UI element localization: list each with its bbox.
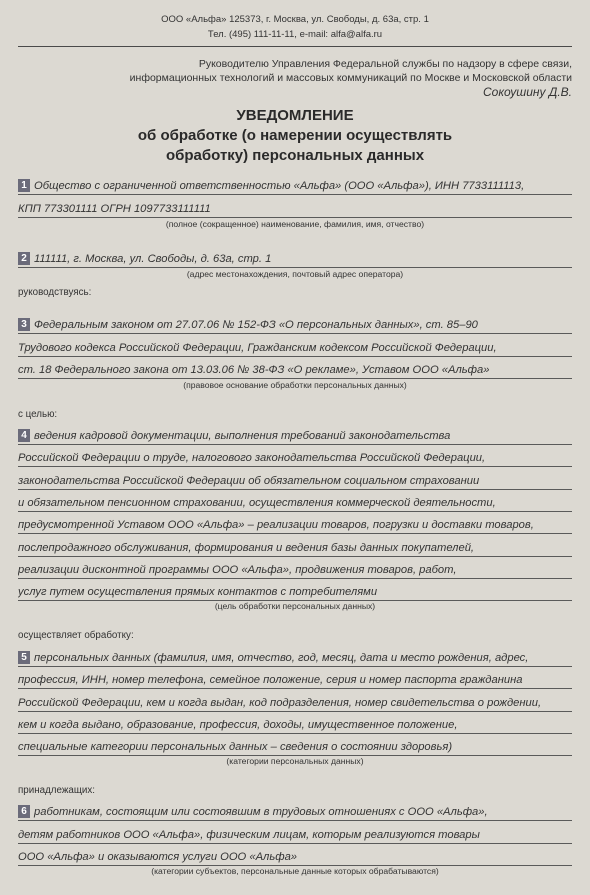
document-subtitle-1: об обработке (о намерении осуществлять (137, 127, 453, 144)
section-text: законодательства Российской Федерации об обязательном социальном страховании (18, 475, 480, 487)
section-text: и обязательном пенсионном страховании, осуществления коммерческой деятельности, (18, 497, 496, 509)
section-6-line (18, 804, 572, 821)
section-text: ООО «Альфа» и оказываются услуги ООО «Альфа» (18, 851, 298, 863)
label-guided: руководствуясь: (18, 287, 92, 298)
label-belonging: принадлежащих: (18, 785, 96, 796)
section-number-badge: 6 (18, 805, 30, 818)
section-text: профессия, ИНН, номер телефона, семейное положение, серия и номер паспорта гражданина (18, 674, 523, 686)
section-text: Федеральным законом от 27.07.06 № 152-ФЗ «О персональных данных», ст. 85–90 (34, 319, 478, 331)
section-4-line (18, 540, 572, 557)
section-4-line (18, 495, 572, 512)
section-text: детям работников ООО «Альфа», физическим лицам, которым реализуются товары (18, 829, 480, 841)
document-title: УВЕДОМЛЕНИЕ (236, 107, 354, 124)
section-3-line (18, 362, 572, 379)
section-5-line (18, 739, 572, 756)
section-2-caption: (адрес местонахождения, почтовый адрес оператора) (186, 269, 404, 279)
section-4-line (18, 428, 572, 445)
section-text: персональных данных (фамилия, имя, отчество, год, месяц, дата и место рождения, адрес, (34, 652, 529, 664)
section-number-badge: 4 (18, 429, 30, 442)
section-text: реализации дисконтной программы ООО «Альфа», продвижения товаров, работ, (18, 564, 457, 576)
section-text: ведения кадровой документации, выполнения требований законодательства (34, 430, 451, 442)
section-4-caption: (цель обработки персональных данных) (214, 601, 376, 611)
label-purpose: с целью: (18, 409, 58, 420)
section-2-line (18, 251, 572, 268)
section-4-line (18, 562, 572, 579)
section-text: Российской Федерации, кем и когда выдан, код подразделения, номер свидетельства о рождении, (18, 697, 542, 709)
section-1-line (18, 178, 572, 195)
section-1-line (18, 201, 572, 218)
section-4-line (18, 473, 572, 490)
section-1-caption: (полное (сокращенное) наименование, фамилия, имя, отчество) (165, 219, 425, 229)
section-6-line (18, 849, 572, 866)
section-3-caption: (правовое основание обработки персональных данных) (183, 380, 407, 390)
section-6-line (18, 827, 572, 844)
section-text: Российской Федерации о труде, налогового законодательства Российской Федерации, (18, 452, 486, 464)
section-4-line (18, 450, 572, 467)
section-text: кем и когда выдано, образование, профессия, доходы, имущественное положение, (18, 719, 458, 731)
section-text: предусмотренной Уставом ООО «Альфа» – реализации товаров, погрузки и доставки товаров, (18, 519, 534, 531)
section-5-line (18, 672, 572, 689)
section-3-line (18, 317, 572, 334)
company-contacts: Тел. (495) 111-11-11, e-mail: alfa@alfa.ru (207, 29, 383, 40)
section-text: услуг путем осуществления прямых контактов с потребителями (18, 586, 378, 598)
header-divider (18, 46, 572, 47)
recipient-line-1: Руководителю Управления Федеральной службы по надзору в сфере связи, (198, 58, 572, 70)
section-5-caption: (категории персональных данных) (226, 756, 364, 766)
section-text: Общество с ограниченной ответственностью «Альфа» (ООО «Альфа»), ИНН 7733111113, (34, 180, 525, 192)
section-text: КПП 773301111 ОГРН 1097733111111 (18, 203, 211, 215)
company-address: ООО «Альфа» 125373, г. Москва, ул. Свободы, д. 63а, стр. 1 (161, 14, 429, 25)
section-number-badge: 2 (18, 252, 30, 265)
recipient-name: Сокоушину Д.В. (483, 85, 572, 99)
section-text: специальные категории персональных данных – сведения о состоянии здоровья) (18, 741, 453, 753)
section-text: послепродажного обслуживания, формирования и ведения базы данных покупателей, (18, 542, 475, 554)
section-5-line (18, 695, 572, 712)
section-text: 111111, г. Москва, ул. Свободы, д. 63а, стр. 1 (34, 253, 272, 265)
section-5-line (18, 650, 572, 667)
section-number-badge: 5 (18, 651, 30, 664)
section-text: Трудового кодекса Российской Федерации, Гражданским кодексом Российской Федерации, (18, 342, 497, 354)
recipient-line-2: информационных технологий и массовых коммуникаций по Москве и Московской области (129, 72, 572, 84)
section-number-badge: 1 (18, 179, 30, 192)
section-text: работникам, состоящим или состоявшим в трудовых отношениях с ООО «Альфа», (34, 806, 488, 818)
section-3-line (18, 340, 572, 357)
section-number-badge: 3 (18, 318, 30, 331)
section-5-line (18, 717, 572, 734)
section-4-line (18, 517, 572, 534)
section-4-line (18, 584, 572, 601)
section-text: ст. 18 Федерального закона от 13.03.06 № 38-ФЗ «О рекламе», Уставом ООО «Альфа» (18, 364, 490, 376)
document-subtitle-2: обработку) персональных данных (165, 147, 425, 164)
label-processing: осуществляет обработку: (18, 630, 134, 641)
section-6-caption: (категории субъектов, персональные данные которых обрабатываются) (151, 866, 439, 876)
